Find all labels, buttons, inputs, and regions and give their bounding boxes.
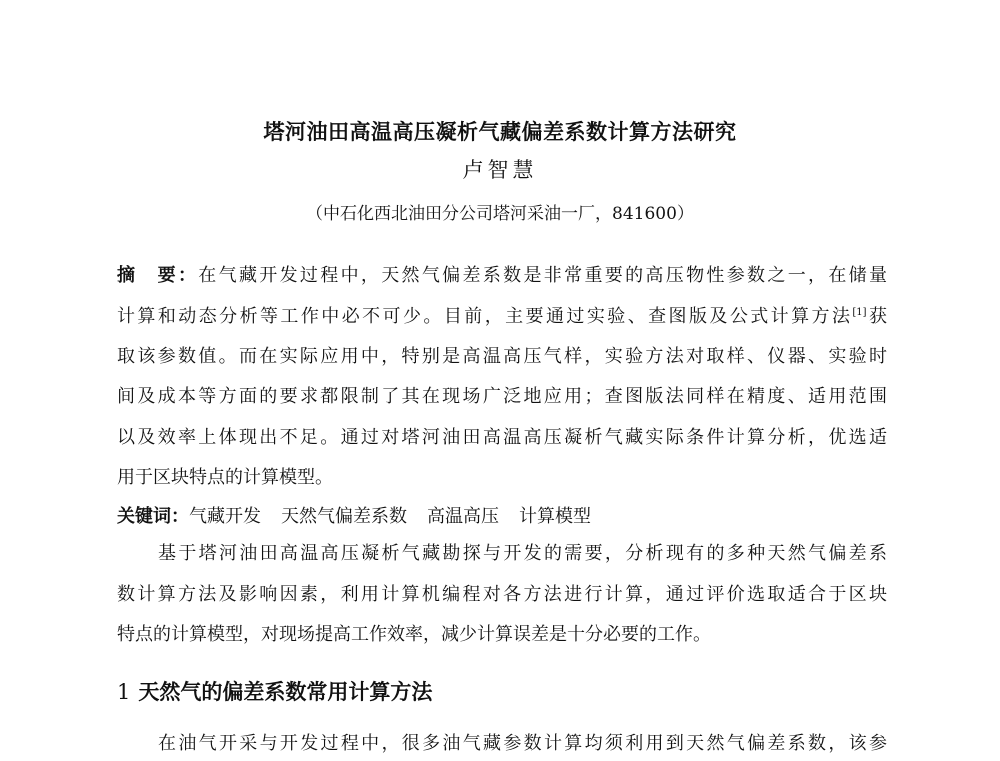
keywords-label: 关键词： <box>117 506 189 527</box>
abstract-text-2b: 获 <box>866 306 888 327</box>
section-1-line-1: 在油气开采与开发过程中，很多油气藏参数计算均须利用到天然气偏差系数，该参 <box>158 733 887 754</box>
citation-ref: [1] <box>852 307 867 318</box>
abstract-line-3: 取该参数值。而在实际应用中，特别是高温高压气样，实验方法对取样、仪器、实验时 <box>117 346 887 367</box>
keywords-line <box>117 504 887 530</box>
keyword-item: 高温高压 <box>427 506 499 527</box>
keyword-item: 计算模型 <box>519 506 591 527</box>
section-1-heading <box>117 676 432 706</box>
abstract-line-4: 间及成本等方面的要求都限制了其在现场广泛地应用；查图版法同样在精度、适用范围 <box>117 386 887 407</box>
abstract-line-5: 以及效率上体现出不足。通过对塔河油田高温高压凝析气藏实际条件计算分析，优选适 <box>117 427 887 448</box>
section-title: 天然气的偏差系数常用计算方法 <box>138 680 433 704</box>
keyword-item: 气藏开发 <box>189 506 261 527</box>
keyword-item: 天然气偏差系数 <box>281 506 407 527</box>
abstract-line-2 <box>117 304 887 330</box>
paper-affiliation: （中石化西北油田分公司塔河采油一厂，841600） <box>306 204 694 224</box>
intro-line-3: 特点的计算模型，对现场提高工作效率，减少计算误差是十分必要的工作。 <box>117 624 711 645</box>
abstract-line-6: 用于区块特点的计算模型。 <box>117 467 333 488</box>
section-number: 1 <box>117 680 131 704</box>
abstract-label: 摘 要： <box>117 265 199 286</box>
abstract-text-1: 在气藏开发过程中，天然气偏差系数是非常重要的高压物性参数之一，在储量 <box>198 265 887 286</box>
abstract-line-1 <box>117 263 887 289</box>
intro-line-2: 数计算方法及影响因素，利用计算机编程对各方法进行计算，通过评价选取适合于区块 <box>117 584 887 605</box>
paper-title: 塔河油田高温高压凝析气藏偏差系数计算方法研究 <box>263 120 737 144</box>
intro-line-1: 基于塔河油田高温高压凝析气藏勘探与开发的需要，分析现有的多种天然气偏差系 <box>158 543 887 564</box>
paper-author: 卢智慧 <box>462 158 538 182</box>
abstract-text-2a: 计算和动态分析等工作中必不可少。目前，主要通过实验、查图版及公式计算方法 <box>117 306 853 327</box>
